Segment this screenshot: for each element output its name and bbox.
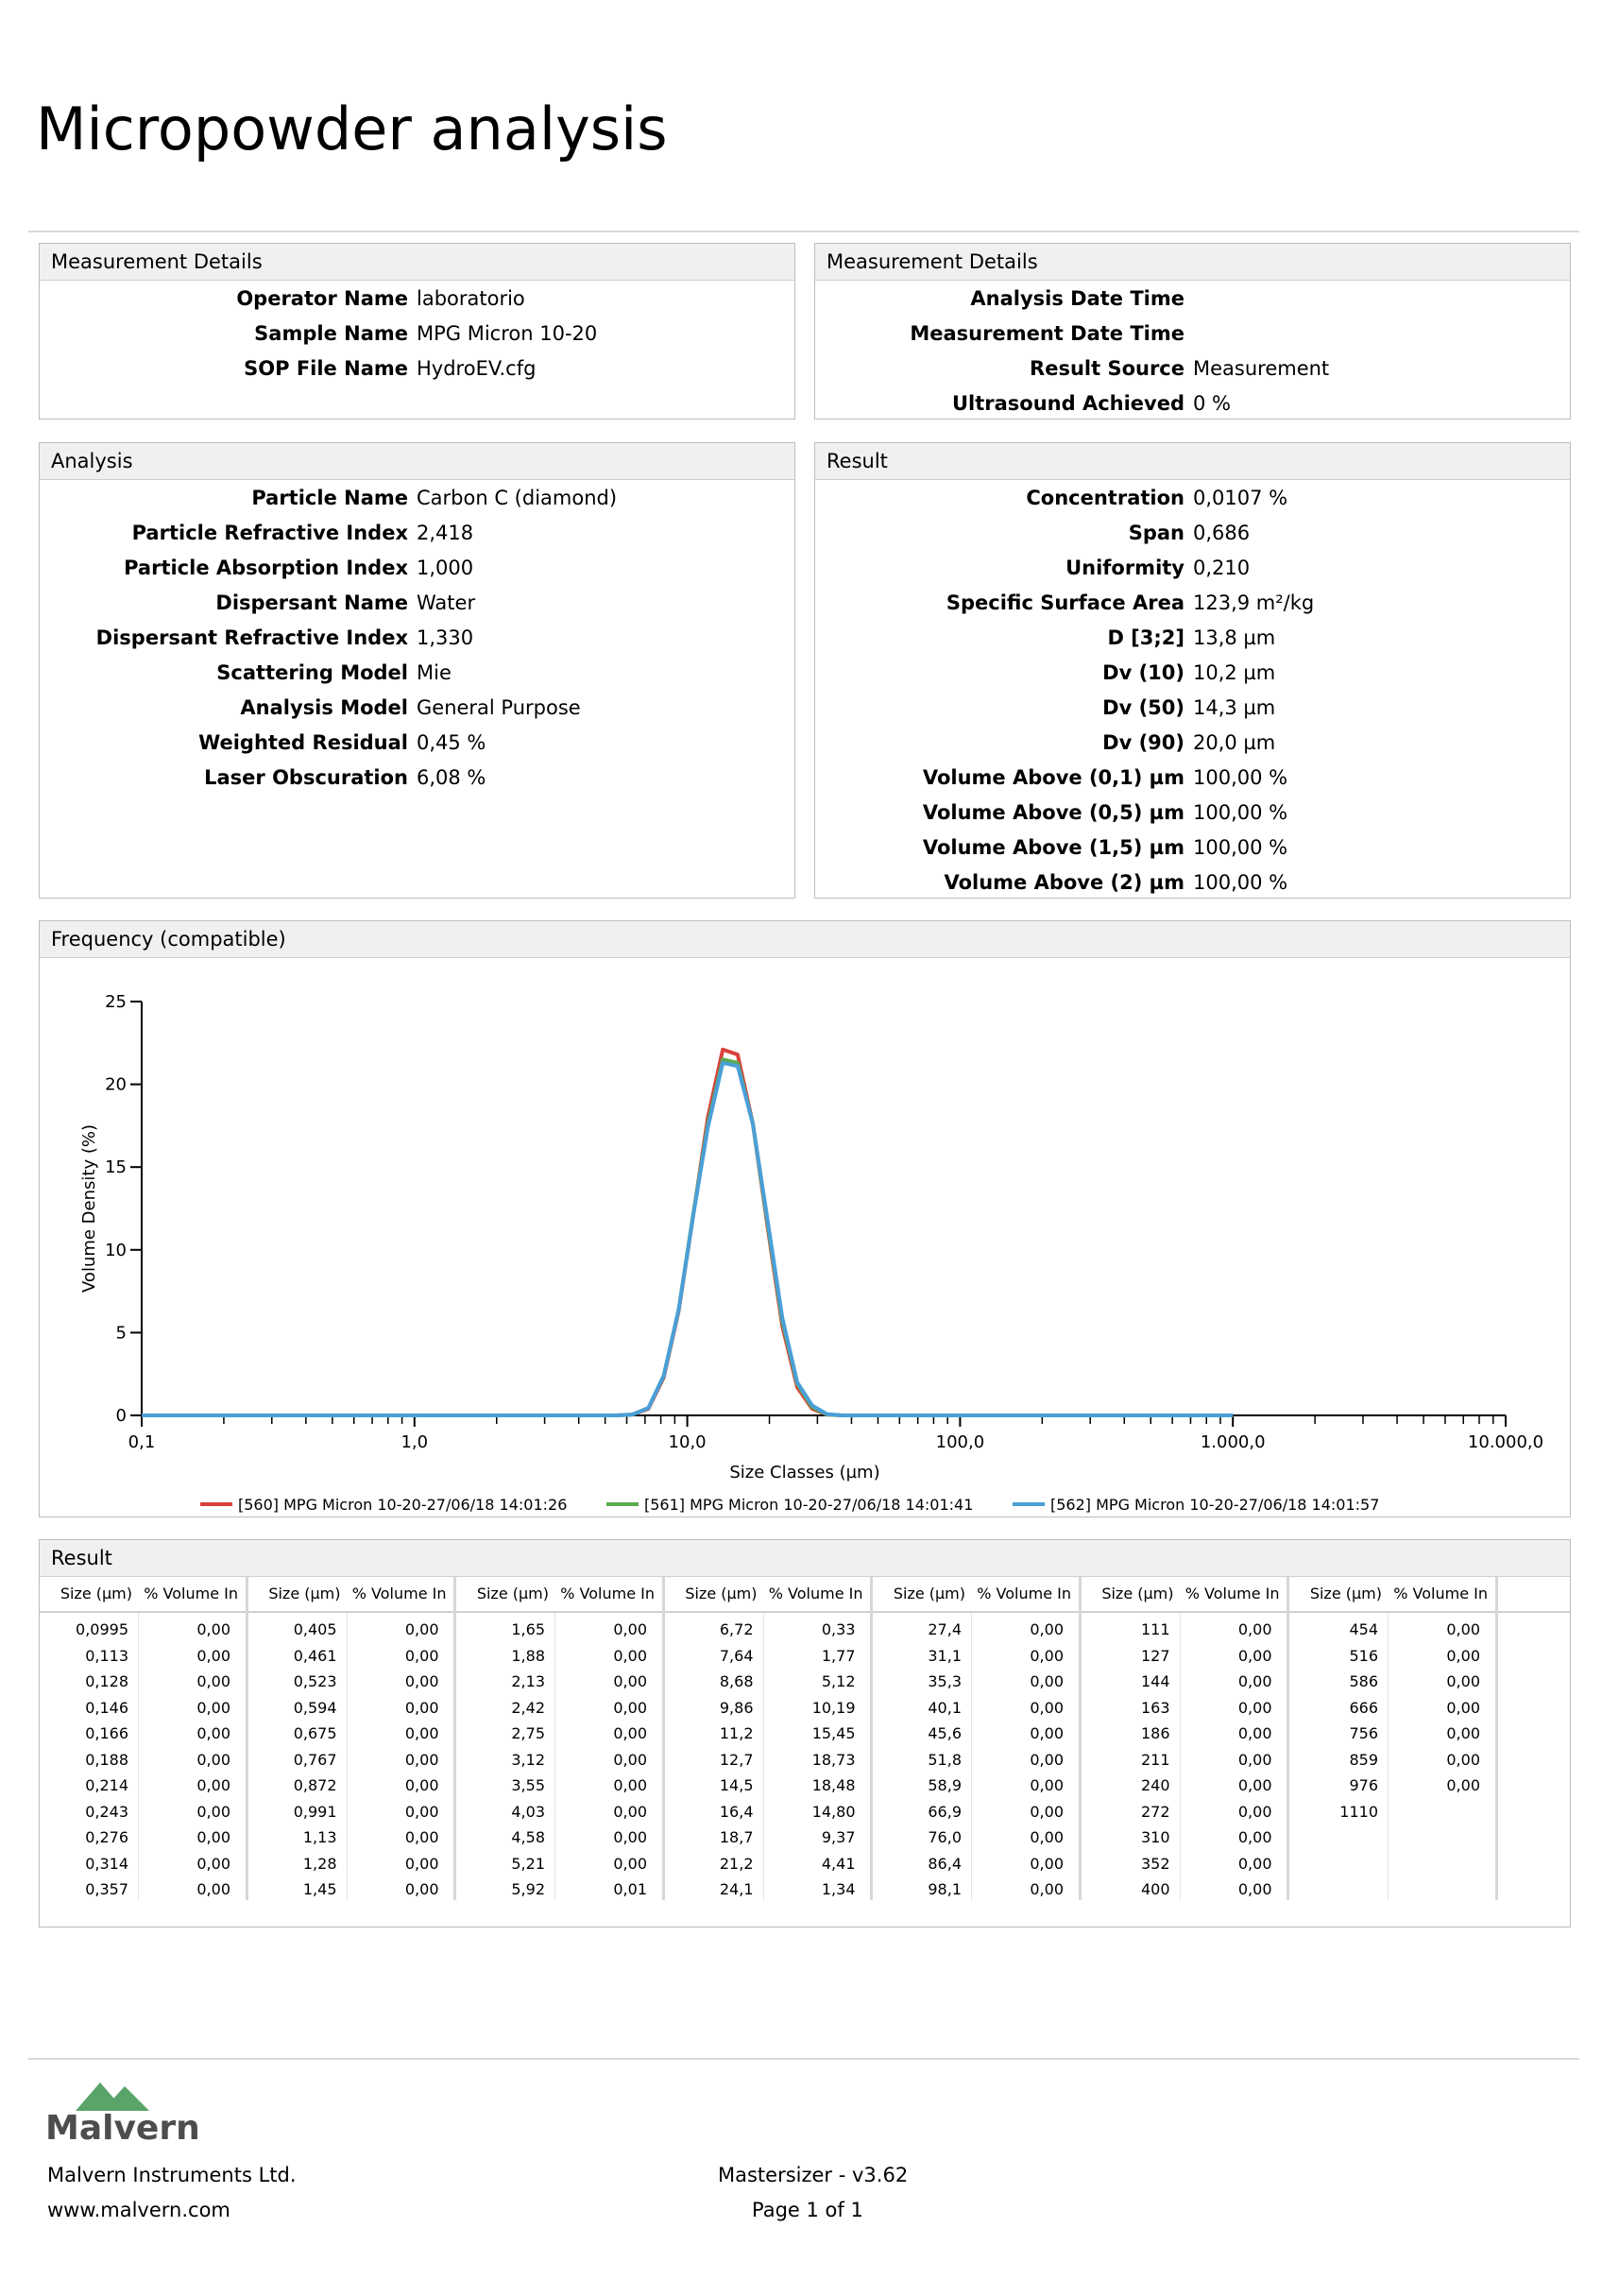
- kv-list: [815, 481, 1570, 900]
- kv-row: [815, 551, 1570, 586]
- panel-heading: Analysis: [40, 443, 794, 480]
- size-cell: 4,03: [511, 1802, 545, 1821]
- volume-cell: 0,00: [196, 1646, 230, 1665]
- size-cell: 516: [1349, 1646, 1378, 1665]
- size-cell: 0,405: [293, 1620, 337, 1638]
- result-summary-panel: [814, 442, 1571, 899]
- volume-cell: 0,33: [821, 1620, 856, 1638]
- volume-cell: 0,00: [1446, 1750, 1480, 1769]
- size-cell: 976: [1349, 1776, 1378, 1794]
- header-divider: [28, 231, 1579, 232]
- volume-cell: 0,00: [1237, 1672, 1272, 1690]
- volume-cell: 0,00: [196, 1698, 230, 1717]
- kv-label: Measurement Date Time: [910, 322, 1184, 345]
- size-cell: 666: [1349, 1698, 1378, 1717]
- kv-label: Analysis Date Time: [970, 287, 1184, 310]
- kv-row: [815, 351, 1570, 386]
- series-line: [142, 1063, 1233, 1415]
- kv-label: Volume Above (0,5) µm: [922, 801, 1184, 824]
- size-cell: 51,8: [928, 1750, 962, 1769]
- size-cell: 0,146: [85, 1698, 128, 1717]
- y-tick-label: 0: [115, 1406, 127, 1426]
- size-cell: 1,13: [302, 1828, 337, 1846]
- kv-label: Dv (50): [1102, 696, 1184, 719]
- kv-value: 0,0107 %: [1193, 487, 1288, 509]
- kv-row: [815, 726, 1570, 761]
- volume-cell: 0,00: [404, 1776, 439, 1794]
- size-cell: 186: [1140, 1724, 1170, 1742]
- volume-cell: 0,00: [1030, 1828, 1064, 1846]
- legend-label: [561] MPG Micron 10-20-27/06/18 14:01:41: [644, 1496, 974, 1514]
- size-cell: 8,68: [719, 1672, 754, 1690]
- volume-cell: 0,00: [1030, 1646, 1064, 1665]
- volume-cell: 0,00: [1237, 1724, 1272, 1742]
- volume-cell: 0,00: [613, 1854, 647, 1873]
- kv-value: 100,00 %: [1193, 871, 1288, 894]
- table-column-group: [1082, 1577, 1290, 1900]
- size-cell: 0,243: [85, 1802, 128, 1821]
- table-column-group: [40, 1577, 248, 1900]
- kv-row: [815, 831, 1570, 865]
- kv-value: 1,000: [417, 557, 474, 579]
- volume-cell: 0,00: [196, 1828, 230, 1846]
- size-cell: 272: [1140, 1802, 1170, 1821]
- volume-column-header: % Volume In: [977, 1585, 1071, 1602]
- size-cell: 12,7: [719, 1750, 754, 1769]
- volume-cell: 0,00: [1030, 1854, 1064, 1873]
- kv-value: 100,00 %: [1193, 836, 1288, 859]
- kv-row: [815, 481, 1570, 516]
- volume-column-header: % Volume In: [560, 1585, 655, 1602]
- size-cell: 45,6: [928, 1724, 962, 1742]
- panel-heading: Measurement Details: [815, 244, 1570, 281]
- kv-label: Particle Refractive Index: [131, 522, 408, 544]
- y-tick-label: 10: [105, 1240, 127, 1260]
- kv-value: General Purpose: [417, 696, 581, 719]
- volume-cell: 0,00: [1446, 1776, 1480, 1794]
- volume-cell: 18,48: [811, 1776, 856, 1794]
- size-cell: 0,767: [293, 1750, 337, 1769]
- size-cell: 0,0995: [76, 1620, 128, 1638]
- volume-cell: 15,45: [811, 1724, 856, 1742]
- measurement-details-panel-right: [814, 243, 1571, 420]
- kv-value: 100,00 %: [1193, 801, 1288, 824]
- kv-row: [40, 317, 794, 351]
- kv-label: Laser Obscuration: [204, 766, 408, 789]
- size-cell: 1,65: [511, 1620, 545, 1638]
- volume-cell: [1388, 1799, 1480, 1825]
- size-cell: 0,461: [293, 1646, 337, 1665]
- size-cell: 76,0: [928, 1828, 962, 1846]
- kv-list: [40, 282, 794, 386]
- kv-label: Specific Surface Area: [946, 591, 1184, 614]
- page-title: Micropowder analysis: [36, 94, 668, 163]
- size-cell: 1,45: [302, 1880, 337, 1898]
- volume-cell: 0,00: [404, 1750, 439, 1769]
- volume-cell: 0,00: [1237, 1880, 1272, 1898]
- size-column-header: Size (µm): [268, 1585, 341, 1602]
- size-cell: 0,523: [293, 1672, 337, 1690]
- size-cell: 21,2: [719, 1854, 754, 1873]
- size-cell: 163: [1140, 1698, 1170, 1717]
- volume-cell: 0,00: [1030, 1802, 1064, 1821]
- table-column-group: [873, 1577, 1082, 1900]
- kv-row: [815, 317, 1570, 351]
- kv-row: [815, 656, 1570, 691]
- y-tick-label: 5: [115, 1323, 127, 1344]
- size-cell: 756: [1349, 1724, 1378, 1742]
- kv-value: 13,8 µm: [1193, 626, 1276, 649]
- size-cell: 2,75: [511, 1724, 545, 1742]
- size-cell: 310: [1140, 1828, 1170, 1846]
- kv-value: Water: [417, 591, 476, 614]
- x-tick-label: 10.000,0: [1467, 1432, 1544, 1452]
- kv-row: [815, 865, 1570, 900]
- size-column-header: Size (µm): [60, 1585, 132, 1602]
- kv-label: Span: [1128, 522, 1184, 544]
- size-cell: 859: [1349, 1750, 1378, 1769]
- result-table-panel: [39, 1539, 1571, 1928]
- kv-row: [815, 761, 1570, 796]
- kv-row: [815, 621, 1570, 656]
- volume-column-header: % Volume In: [1393, 1585, 1488, 1602]
- footer-divider: [28, 2058, 1579, 2060]
- volume-cell: 0,00: [613, 1698, 647, 1717]
- size-cell: 2,42: [511, 1698, 545, 1717]
- kv-row: [40, 726, 794, 761]
- kv-label: SOP File Name: [244, 357, 408, 380]
- volume-cell: 0,00: [404, 1620, 439, 1638]
- kv-value: Measurement: [1193, 357, 1330, 380]
- volume-cell: 18,73: [811, 1750, 856, 1769]
- kv-label: Scattering Model: [216, 661, 408, 684]
- kv-label: Dv (90): [1102, 731, 1184, 754]
- volume-cell: 0,00: [196, 1750, 230, 1769]
- y-tick-label: 15: [105, 1157, 127, 1178]
- kv-label: Sample Name: [254, 322, 408, 345]
- kv-label: D [3;2]: [1107, 626, 1184, 649]
- kv-value: HydroEV.cfg: [417, 357, 537, 380]
- size-cell: 0,675: [293, 1724, 337, 1742]
- kv-list: [815, 282, 1570, 421]
- volume-column-header: % Volume In: [768, 1585, 863, 1602]
- kv-row: [40, 586, 794, 621]
- volume-cell: 0,00: [613, 1828, 647, 1846]
- size-cell: 0,128: [85, 1672, 128, 1690]
- volume-cell: 5,12: [821, 1672, 856, 1690]
- panel-heading: Frequency (compatible): [40, 921, 1570, 958]
- volume-cell: 0,00: [1030, 1880, 1064, 1898]
- kv-label: Result Source: [1030, 357, 1184, 380]
- volume-cell: 0,00: [1237, 1828, 1272, 1846]
- volume-column-header: % Volume In: [351, 1585, 447, 1602]
- y-tick-label: 20: [105, 1074, 127, 1095]
- series-line: [142, 1050, 1233, 1415]
- size-cell: 1110: [1339, 1802, 1378, 1821]
- volume-cell: 0,00: [1237, 1854, 1272, 1873]
- kv-label: Uniformity: [1065, 557, 1184, 579]
- size-column-header: Size (µm): [476, 1585, 549, 1602]
- volume-cell: 0,00: [1030, 1672, 1064, 1690]
- kv-label: Analysis Model: [240, 696, 408, 719]
- volume-cell: 0,00: [1237, 1776, 1272, 1794]
- volume-cell: 0,00: [1446, 1724, 1480, 1742]
- volume-column-header: % Volume In: [144, 1585, 238, 1602]
- table-column-group: [248, 1577, 457, 1900]
- footer-software: Mastersizer - v3.62: [718, 2164, 909, 2186]
- footer-website[interactable]: www.malvern.com: [47, 2199, 230, 2221]
- kv-label: Volume Above (2) µm: [944, 871, 1184, 894]
- x-tick-label: 1.000,0: [1200, 1432, 1266, 1452]
- size-cell: 40,1: [928, 1698, 962, 1717]
- kv-value: 14,3 µm: [1193, 696, 1276, 719]
- size-cell: 144: [1140, 1672, 1170, 1690]
- kv-value: 123,9 m²/kg: [1193, 591, 1315, 614]
- size-cell: 86,4: [928, 1854, 962, 1873]
- size-cell: 0,314: [85, 1854, 128, 1873]
- size-cell: 16,4: [719, 1802, 754, 1821]
- size-cell: 1,28: [302, 1854, 337, 1873]
- size-cell: 352: [1140, 1854, 1170, 1873]
- size-cell: 211: [1140, 1750, 1170, 1769]
- x-tick-label: 10,0: [668, 1432, 707, 1452]
- kv-value: laboratorio: [417, 287, 525, 310]
- kv-row: [815, 282, 1570, 317]
- volume-cell: 4,41: [821, 1854, 856, 1873]
- size-cell: 27,4: [928, 1620, 962, 1638]
- kv-row: [815, 586, 1570, 621]
- kv-value: 0,686: [1193, 522, 1251, 544]
- volume-cell: 0,00: [404, 1698, 439, 1717]
- volume-cell: 0,00: [404, 1828, 439, 1846]
- kv-row: [40, 656, 794, 691]
- volume-cell: 0,00: [196, 1880, 230, 1898]
- kv-value: 100,00 %: [1193, 766, 1288, 789]
- size-cell: 14,5: [719, 1776, 754, 1794]
- kv-value: 0 %: [1193, 392, 1231, 415]
- footer-page-info: Page 1 of 1: [752, 2199, 863, 2221]
- volume-cell: 0,00: [613, 1776, 647, 1794]
- malvern-logo: [45, 2079, 200, 2150]
- kv-value: 0,45 %: [417, 731, 486, 754]
- frequency-chart-panel: [39, 920, 1571, 1517]
- size-cell: 11,2: [719, 1724, 754, 1742]
- volume-cell: 0,00: [613, 1802, 647, 1821]
- volume-cell: 0,00: [404, 1672, 439, 1690]
- volume-cell: 0,00: [1237, 1750, 1272, 1769]
- kv-label: Weighted Residual: [198, 731, 408, 754]
- size-cell: 7,64: [719, 1646, 754, 1665]
- size-cell: 111: [1140, 1620, 1170, 1638]
- kv-value: 6,08 %: [417, 766, 486, 789]
- size-column-header: Size (µm): [1309, 1585, 1382, 1602]
- volume-cell: 0,00: [404, 1880, 439, 1898]
- size-cell: 9,86: [719, 1698, 754, 1717]
- volume-cell: 0,00: [1030, 1750, 1064, 1769]
- size-cell: 0,991: [293, 1802, 337, 1821]
- x-tick-label: 1,0: [400, 1432, 429, 1452]
- volume-cell: 0,00: [1237, 1646, 1272, 1665]
- table-column-group: [1289, 1577, 1498, 1900]
- size-cell: 127: [1140, 1646, 1170, 1665]
- analysis-panel: [39, 442, 795, 899]
- volume-cell: 0,00: [1237, 1698, 1272, 1717]
- volume-cell: 0,00: [613, 1646, 647, 1665]
- footer-company: Malvern Instruments Ltd.: [47, 2164, 297, 2186]
- volume-cell: 0,00: [1030, 1776, 1064, 1794]
- size-cell: 24,1: [719, 1880, 754, 1898]
- size-cell: 400: [1140, 1880, 1170, 1898]
- volume-cell: 0,00: [1237, 1802, 1272, 1821]
- kv-value: Mie: [417, 661, 452, 684]
- kv-row: [40, 351, 794, 386]
- volume-cell: 0,00: [404, 1646, 439, 1665]
- size-cell: 0,166: [85, 1724, 128, 1742]
- kv-label: Concentration: [1026, 487, 1184, 509]
- kv-value: 0,210: [1193, 557, 1251, 579]
- volume-cell: 0,00: [613, 1750, 647, 1769]
- table-column-group: [665, 1577, 874, 1900]
- kv-row: [40, 761, 794, 796]
- size-cell: 5,92: [511, 1880, 545, 1898]
- volume-cell: 0,00: [1446, 1672, 1480, 1690]
- size-column-header: Size (µm): [1101, 1585, 1174, 1602]
- kv-label: Particle Absorption Index: [124, 557, 408, 579]
- volume-cell: 1,77: [821, 1646, 856, 1665]
- volume-column-header: % Volume In: [1184, 1585, 1280, 1602]
- kv-value: 1,330: [417, 626, 474, 649]
- kv-label: Particle Name: [251, 487, 408, 509]
- kv-label: Operator Name: [236, 287, 408, 310]
- kv-row: [40, 551, 794, 586]
- volume-cell: 0,00: [196, 1672, 230, 1690]
- volume-cell: 0,00: [1237, 1620, 1272, 1638]
- frequency-chart: [40, 958, 1570, 1516]
- size-cell: 3,55: [511, 1776, 545, 1794]
- legend-label: [560] MPG Micron 10-20-27/06/18 14:01:26: [238, 1496, 568, 1514]
- size-cell: 35,3: [928, 1672, 962, 1690]
- volume-cell: 0,00: [404, 1802, 439, 1821]
- size-cell: 0,276: [85, 1828, 128, 1846]
- volume-cell: 0,00: [196, 1776, 230, 1794]
- volume-cell: 0,00: [1446, 1698, 1480, 1717]
- size-cell: 0,594: [293, 1698, 337, 1717]
- kv-row: [40, 621, 794, 656]
- x-tick-label: 100,0: [935, 1432, 985, 1452]
- size-cell: 66,9: [928, 1802, 962, 1821]
- size-cell: 98,1: [928, 1880, 962, 1898]
- volume-cell: 0,00: [404, 1854, 439, 1873]
- size-cell: 18,7: [719, 1828, 754, 1846]
- kv-label: Volume Above (1,5) µm: [922, 836, 1184, 859]
- kv-value: MPG Micron 10-20: [417, 322, 598, 345]
- volume-cell: 0,00: [196, 1854, 230, 1873]
- size-cell: 240: [1140, 1776, 1170, 1794]
- size-column-header: Size (µm): [685, 1585, 758, 1602]
- volume-cell: 0,00: [196, 1620, 230, 1638]
- size-cell: 4,58: [511, 1828, 545, 1846]
- volume-cell: 0,00: [1030, 1724, 1064, 1742]
- measurement-details-panel-left: [39, 243, 795, 420]
- volume-cell: 0,00: [613, 1672, 647, 1690]
- size-cell: 1,88: [511, 1646, 545, 1665]
- kv-row: [40, 481, 794, 516]
- series-line: [142, 1059, 1233, 1415]
- volume-cell: 1,34: [821, 1880, 856, 1898]
- size-cell: 2,13: [511, 1672, 545, 1690]
- kv-label: Ultrasound Achieved: [951, 392, 1184, 415]
- volume-cell: 10,19: [811, 1698, 856, 1717]
- y-tick-label: 25: [105, 992, 127, 1012]
- size-cell: 31,1: [928, 1646, 962, 1665]
- kv-row: [815, 796, 1570, 831]
- size-cell: 0,357: [85, 1880, 128, 1898]
- size-cell: 0,113: [85, 1646, 128, 1665]
- kv-row: [815, 516, 1570, 551]
- volume-cell: 0,00: [196, 1724, 230, 1742]
- volume-cell: 14,80: [811, 1802, 856, 1821]
- kv-label: Dispersant Refractive Index: [95, 626, 408, 649]
- kv-label: Dv (10): [1102, 661, 1184, 684]
- kv-list: [40, 481, 794, 796]
- volume-cell: 0,01: [613, 1880, 647, 1898]
- panel-heading: Measurement Details: [40, 244, 794, 281]
- size-cell: 0,872: [293, 1776, 337, 1794]
- kv-value: Carbon C (diamond): [417, 487, 618, 509]
- volume-cell: 0,00: [1030, 1698, 1064, 1717]
- volume-cell: 0,00: [196, 1802, 230, 1821]
- size-cell: 3,12: [511, 1750, 545, 1769]
- kv-row: [815, 691, 1570, 726]
- volume-cell: 0,00: [404, 1724, 439, 1742]
- volume-cell: 0,00: [1446, 1646, 1480, 1665]
- panel-heading: Result: [815, 443, 1570, 480]
- volume-cell: 0,00: [613, 1724, 647, 1742]
- size-column-header: Size (µm): [893, 1585, 965, 1602]
- size-cell: 6,72: [719, 1620, 754, 1638]
- panel-heading: Result: [40, 1540, 1570, 1577]
- x-tick-label: 0,1: [128, 1432, 156, 1452]
- volume-cell: 0,00: [1030, 1620, 1064, 1638]
- size-cell: 454: [1349, 1620, 1378, 1638]
- kv-value: 10,2 µm: [1193, 661, 1276, 684]
- volume-cell: 0,00: [1446, 1620, 1480, 1638]
- size-cell: 5,21: [511, 1854, 545, 1873]
- volume-cell: 9,37: [821, 1828, 856, 1846]
- kv-value: 2,418: [417, 522, 474, 544]
- y-axis-label: Volume Density (%): [79, 1124, 99, 1293]
- size-cell: 58,9: [928, 1776, 962, 1794]
- result-table: [40, 1577, 1570, 1925]
- kv-row: [40, 516, 794, 551]
- kv-label: Dispersant Name: [215, 591, 408, 614]
- kv-label: Volume Above (0,1) µm: [922, 766, 1184, 789]
- size-cell: 586: [1349, 1672, 1378, 1690]
- x-axis-label: Size Classes (µm): [729, 1463, 880, 1482]
- volume-cell: 0,00: [613, 1620, 647, 1638]
- kv-row: [40, 282, 794, 317]
- size-cell: 0,188: [85, 1750, 128, 1769]
- legend-label: [562] MPG Micron 10-20-27/06/18 14:01:57: [1050, 1496, 1380, 1514]
- table-column-group: [456, 1577, 665, 1900]
- logo-text: Malvern: [45, 2109, 200, 2148]
- size-cell: 0,214: [85, 1776, 128, 1794]
- kv-row: [40, 691, 794, 726]
- kv-value: 20,0 µm: [1193, 731, 1276, 754]
- kv-row: [815, 386, 1570, 421]
